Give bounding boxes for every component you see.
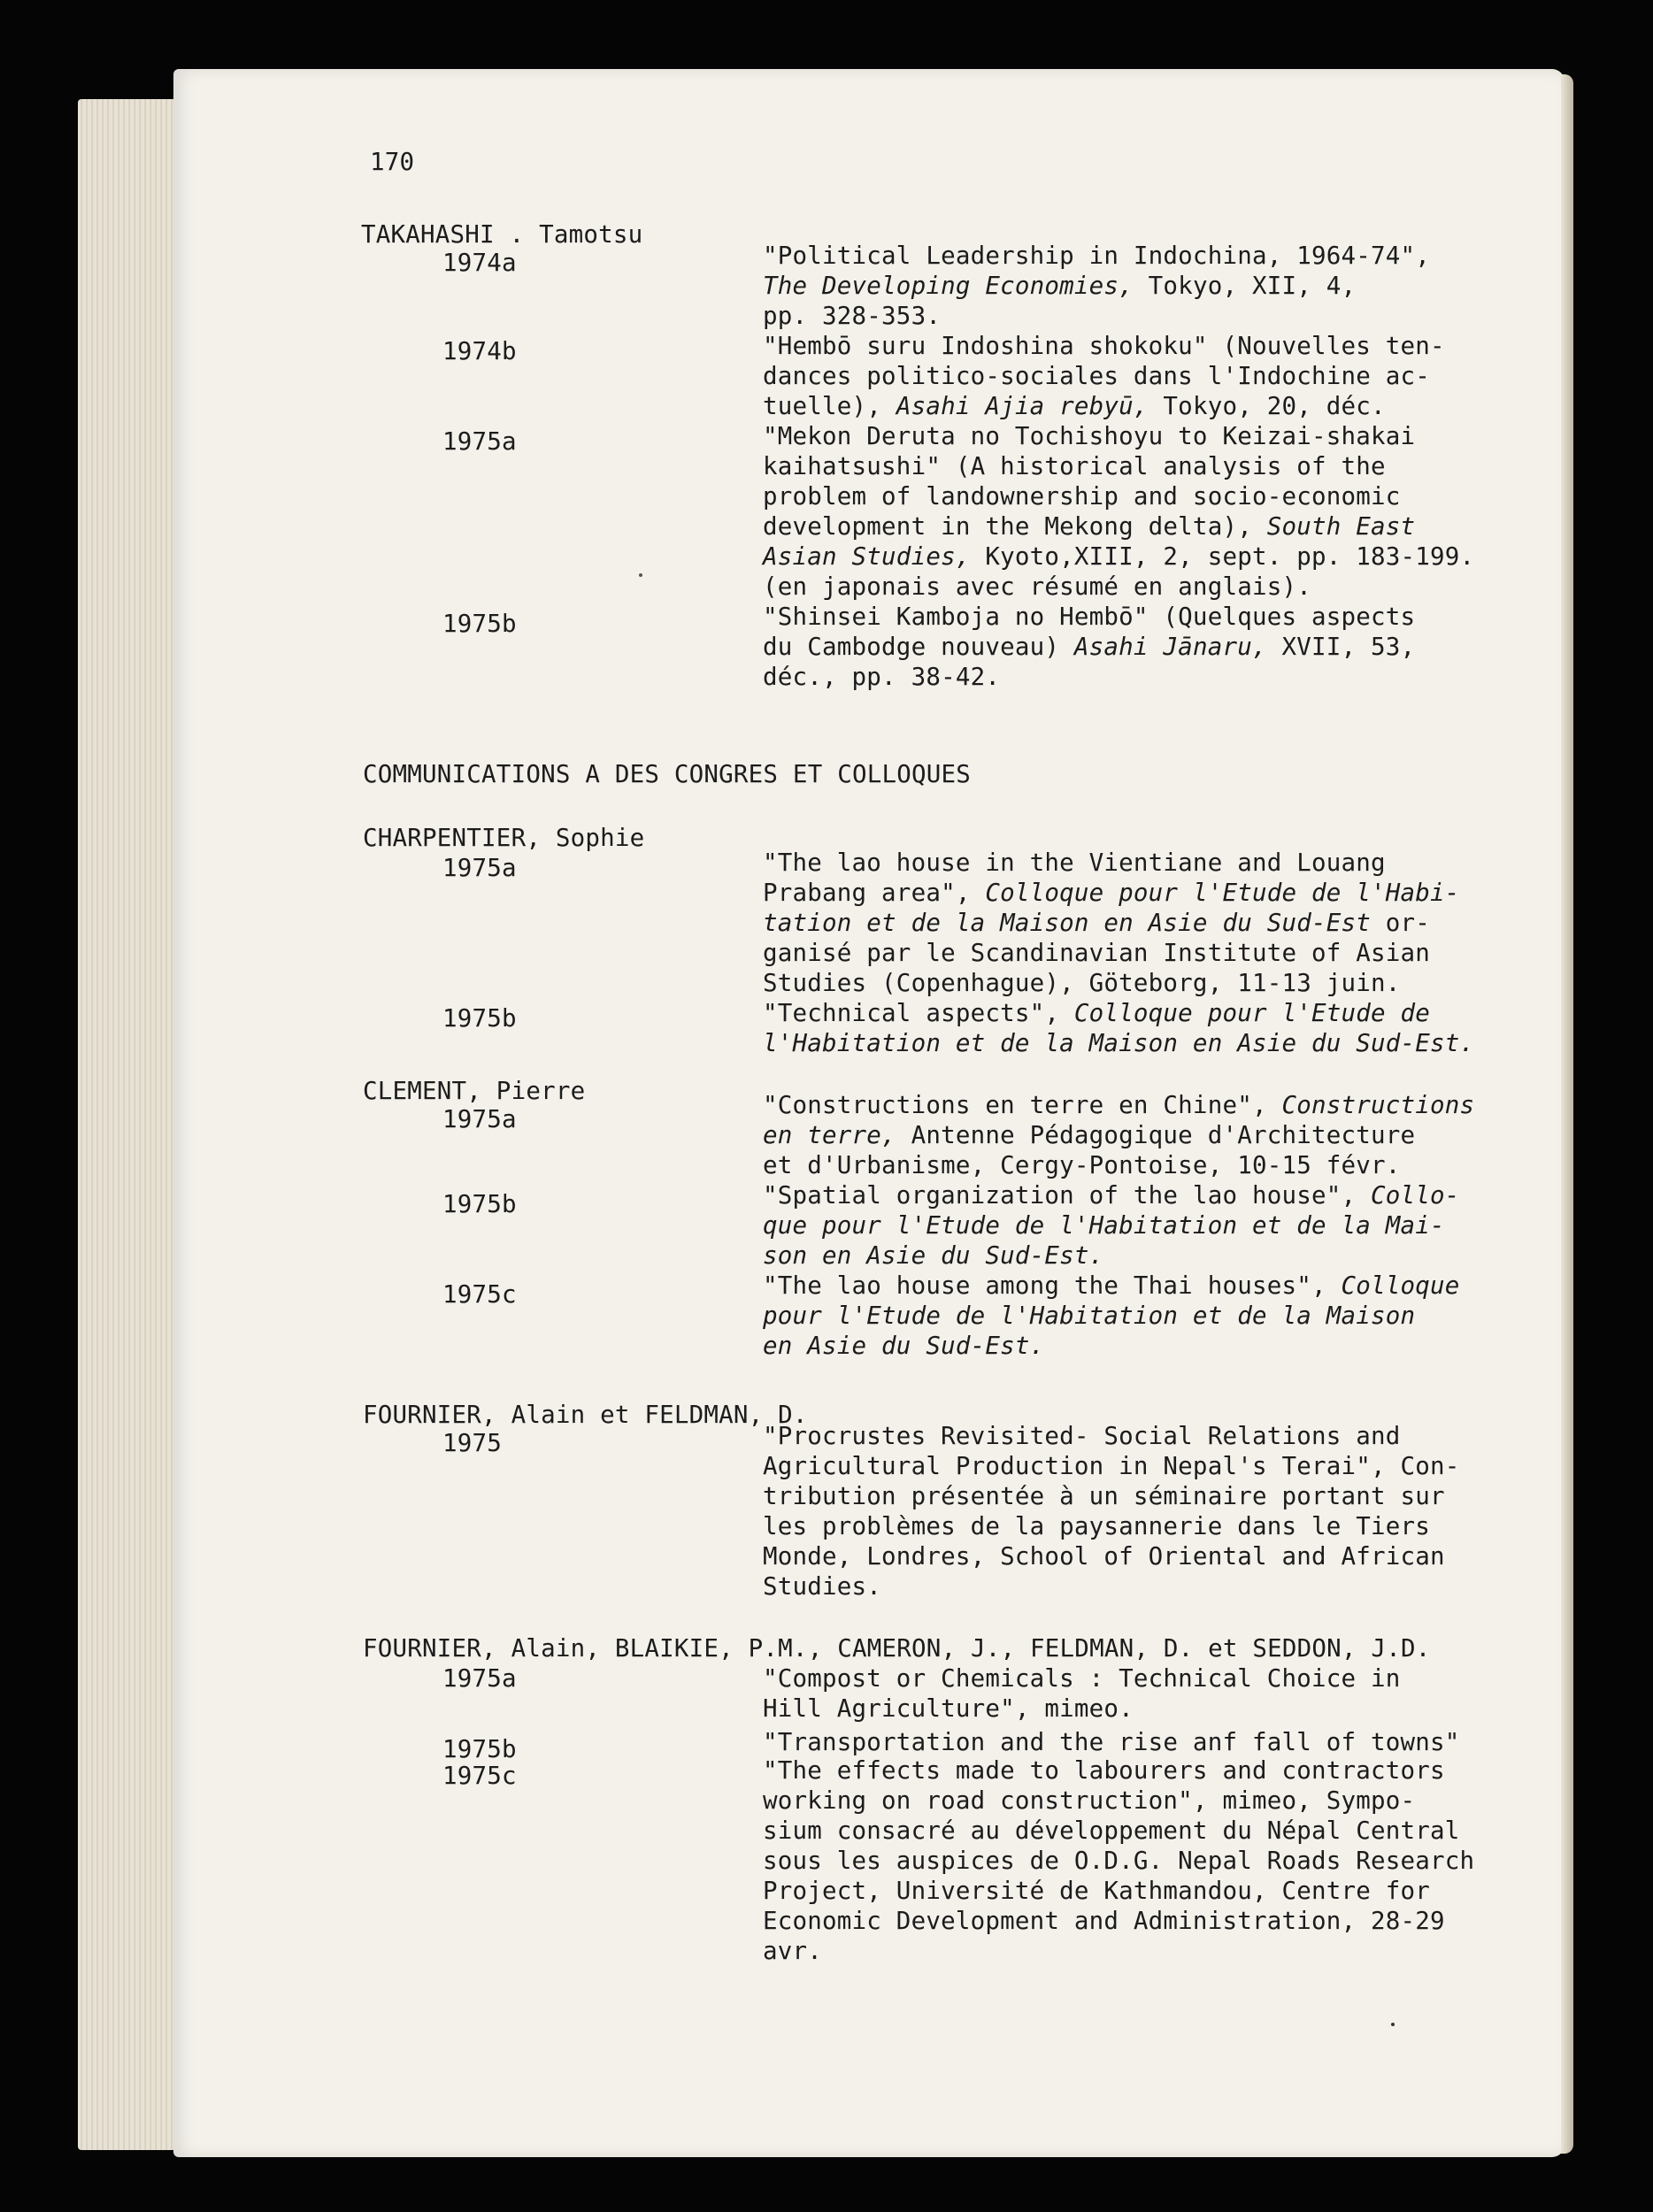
entry-text: or- [1371,909,1431,937]
year-label: 1975b [442,1190,517,1218]
entry-text: Tokyo, XII, 4, [1133,272,1357,300]
entry-line: son en Asie du Sud-Est. [763,1241,1104,1270]
entry-line [763,908,1430,938]
entry-line: Monde, Londres, School of Oriental and African [763,1542,1445,1571]
entry-line: sium consacré au développement du Népal Central [763,1816,1460,1845]
colloquium-title: Collo- [1371,1181,1460,1210]
entry-line: déc., pp. 38-42. [763,663,1001,691]
entry-line: "Procrustes Revisited- Social Relations and [763,1422,1401,1450]
entry-line [763,391,1386,421]
journal-title: Asahi Ajia rebyū, [896,392,1149,420]
year-label: 1975a [442,427,517,456]
book-page-edges [78,99,184,2150]
entry-line: en Asie du Sud-Est. [763,1332,1045,1360]
entry-line [763,998,1430,1028]
author-fournier-feldman: FOURNIER, Alain et FELDMAN, D. [363,1401,808,1429]
publication-title: en terre, [763,1121,896,1149]
entry-text: "The lao house among the Thai houses", [763,1271,1342,1300]
entry-line: avr. [763,1937,823,1965]
entry-line: l'Habitation et de la Maison en Asie du Sud-Est. [763,1029,1475,1057]
entry-line: kaihatsushi" (A historical analysis of the [763,452,1386,480]
entry-line: "Shinsei Kamboja no Hembō" (Quelques aspects [763,603,1416,631]
entry-line: Agricultural Production in Nepal's Terai", Con- [763,1452,1460,1480]
entry-text: tuelle), [763,392,896,420]
entry-text: du Cambodge nouveau) [763,633,1074,661]
author-takahashi: TAKAHASHI . Tamotsu [361,220,643,249]
colloquium-title: Colloque pour l'Etude de [1073,999,1431,1027]
entry-text: "Constructions en terre en Chine", [763,1091,1282,1119]
author-charpentier: CHARPENTIER, Sophie [363,824,645,852]
journal-title: Asahi Jānaru, [1073,633,1267,661]
year-label: 1975a [442,1105,517,1133]
page-number: 170 [370,148,415,176]
entry-line [763,1271,1460,1301]
entry-line: Hill Agriculture", mimeo. [763,1694,1134,1723]
entry-line: dances politico-sociales dans l'Indochine ac- [763,362,1431,390]
entry-line [763,632,1415,662]
entry-line: Project, Université de Kathmandou, Centre for [763,1877,1431,1905]
entry-line [763,271,1356,301]
journal-title: Asian Studies, [763,542,971,571]
colloquium-title: Colloque [1341,1271,1460,1300]
entry-text: Tokyo, 20, déc. [1148,392,1386,420]
entry-text: "Technical aspects", [763,999,1074,1027]
colloquium-title: tation et de la Maison en Asie du Sud-Est [763,909,1372,937]
entry-line: "Political Leadership in Indochina, 1964-74", [763,242,1431,270]
entry-line: et d'Urbanisme, Cergy-Pontoise, 10-15 févr. [763,1151,1401,1179]
entry-line: (en japonais avec résumé en anglais). [763,572,1311,601]
entry-line: que pour l'Etude de l'Habitation et de la Mai- [763,1211,1445,1240]
year-label: 1974a [442,249,517,277]
entry-text: Kyoto,XIII, 2, sept. pp. 183-199. [970,542,1475,571]
entry-line: "Transportation and the rise anf fall of towns" [763,1728,1460,1756]
entry-line: Studies. [763,1572,882,1601]
entry-text: development in the Mekong delta), [763,512,1267,541]
entry-line: working on road construction", mimeo, Sympo- [763,1786,1416,1815]
year-label: 1975b [442,1004,517,1033]
year-label: 1975b [442,610,517,638]
entry-text: Antenne Pédagogique d'Architecture [896,1121,1416,1149]
entry-line: "Hembō suru Indoshina shokoku" (Nouvelles ten- [763,332,1445,360]
colloquium-title: Colloque pour l'Etude de l'Habi- [985,879,1460,907]
entry-line [763,1180,1460,1210]
entry-line [763,1120,1415,1150]
publication-title: Constructions [1281,1091,1475,1119]
entry-line: "Mekon Deruta no Tochishoyu to Keizai-shakai [763,422,1416,450]
entry-line: tribution présentée à un séminaire portant sur [763,1482,1445,1510]
entry-line: pp. 328-353. [763,302,942,330]
entry-line: "The effects made to labourers and contractors [763,1756,1445,1785]
entry-line: sous les auspices de O.D.G. Nepal Roads Research [763,1847,1475,1875]
year-label: 1974b [442,337,517,365]
year-label: 1975b [442,1735,517,1763]
entry-line: Economic Development and Administration, 28-29 [763,1907,1445,1935]
journal-title: The Developing Economies, [763,272,1134,300]
entry-line: "Compost or Chemicals : Technical Choice in [763,1664,1401,1693]
entry-line: "The lao house in the Vientiane and Louang [763,849,1386,877]
entry-text: "Spatial organization of the lao house", [763,1181,1372,1210]
entry-text: XVII, 53, [1266,633,1416,661]
year-label: 1975a [442,854,517,882]
scan-speck [639,573,642,577]
entry-line: Studies (Copenhague), Göteborg, 11-13 juin. [763,969,1401,997]
entry-line [763,511,1415,541]
year-label: 1975c [442,1762,517,1790]
entry-line [763,541,1474,572]
year-label: 1975c [442,1280,517,1309]
entry-line: les problèmes de la paysannerie dans le Tiers [763,1512,1431,1540]
journal-title: South East [1266,512,1416,541]
entry-text: Prabang area", [763,879,986,907]
book-right-edge [1561,74,1573,2154]
entry-line [763,1090,1474,1120]
entry-line [763,878,1460,908]
entry-line: problem of landownership and socio-economic [763,482,1401,511]
scan-speck [1391,2023,1395,2026]
author-fournier-blaikie: FOURNIER, Alain, BLAIKIE, P.M., CAMERON, J., FELDMAN, D. et SEDDON, J.D. [363,1634,1431,1663]
entry-line: pour l'Etude de l'Habitation et de la Maison [763,1302,1416,1330]
section-heading: COMMUNICATIONS A DES CONGRES ET COLLOQUES [363,760,972,788]
year-label: 1975a [442,1664,517,1693]
year-label: 1975 [442,1429,503,1457]
author-clement: CLEMENT, Pierre [363,1077,586,1105]
entry-line: ganisé par le Scandinavian Institute of Asian [763,939,1431,967]
